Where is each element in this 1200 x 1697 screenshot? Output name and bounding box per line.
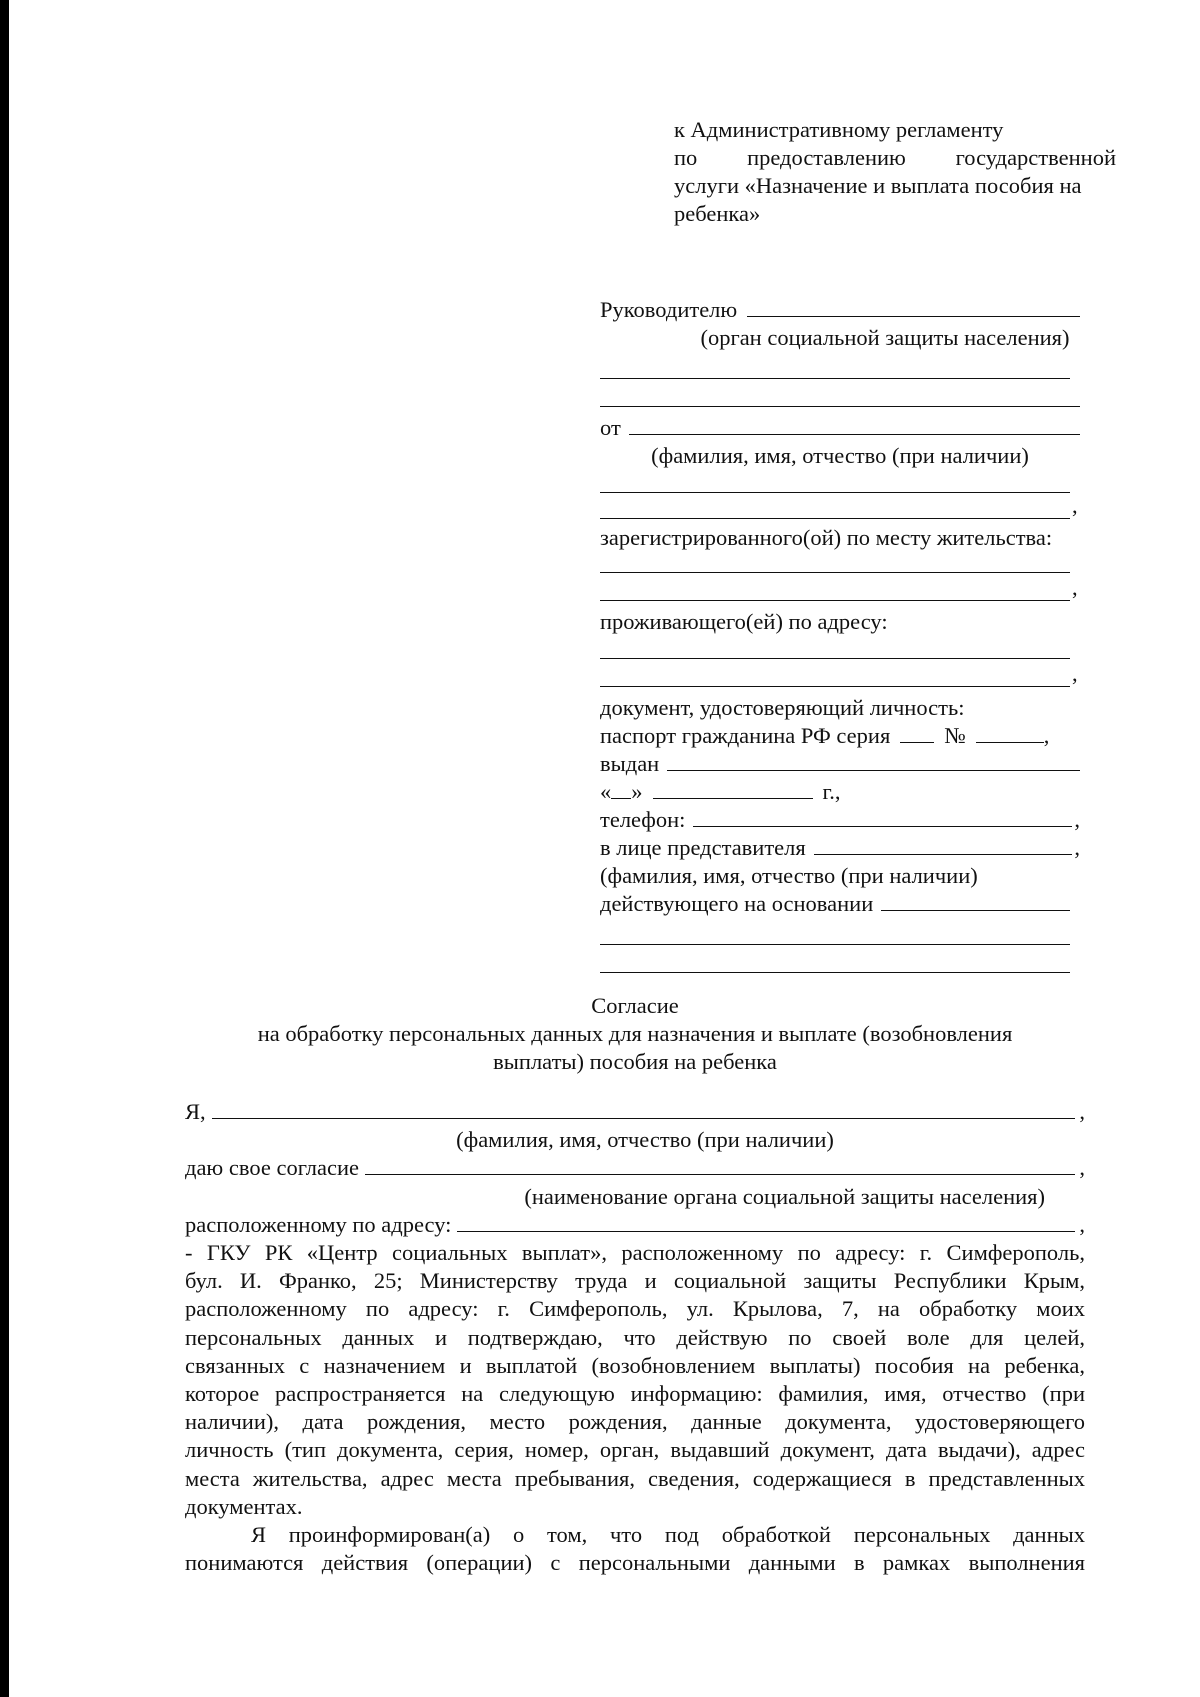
representative-hint: (фамилия, имя, отчество (при наличии) [600, 863, 978, 888]
date-close-quote: » [631, 779, 643, 804]
paragraph-line: бул. И. Франко, 25; Министерству труда и социальной защиты Республики Крым, [185, 1268, 1085, 1294]
scan-edge [0, 0, 9, 1697]
date-day-field[interactable] [611, 778, 631, 799]
i-hint: (фамилия, имя, отчество (при наличии) [456, 1127, 834, 1153]
registered-label: зарегистрированного(ой) по месту жительства: [600, 525, 1053, 550]
residing-label: проживающего(ей) по адресу: [600, 609, 888, 634]
representative-label: в лице представителя [600, 835, 806, 860]
comma: , [1043, 723, 1050, 748]
i-row [185, 1098, 1085, 1126]
basis-row [600, 890, 1070, 918]
from-label: от [600, 415, 621, 440]
comma: , [1074, 835, 1080, 860]
basis-field[interactable] [881, 890, 1070, 911]
phone-label: телефон: [600, 807, 686, 832]
representative-field[interactable] [814, 834, 1073, 855]
comma: , [1072, 493, 1078, 518]
consent-paragraph [185, 1521, 1085, 1577]
passport-series-field[interactable] [900, 722, 934, 743]
paragraph-line: которое распространяется на следующую информацию: фамилия, имя, отчество (при [185, 1381, 1085, 1407]
phone-field[interactable] [693, 806, 1072, 827]
consent-subtitle: выплаты) пособия на ребенка [493, 1049, 777, 1074]
issued-field[interactable] [667, 750, 1080, 771]
give-consent-label: даю свое согласие [185, 1155, 360, 1181]
consent-title: Согласие [591, 993, 679, 1018]
header-word: по [674, 145, 698, 170]
header-line: услуги «Назначение и выплата пособия на [674, 173, 1082, 198]
to-head-field-line[interactable] [600, 406, 1080, 407]
date-year-suffix: г., [822, 779, 841, 804]
applicant-form [600, 296, 1080, 976]
basis-field-line[interactable] [600, 972, 1070, 973]
issued-row [600, 750, 1080, 778]
id-doc-label: документ, удостоверяющий личность: [600, 695, 965, 720]
comma: , [1072, 661, 1078, 686]
authority-hint: (наименование органа социальной защиты населения) [524, 1183, 1045, 1209]
basis-label: действующего на основании [600, 891, 874, 916]
paragraph-line: понимаются действия (операции) с персональными данными в рамках выполнения [185, 1550, 1085, 1576]
residing-field-line[interactable] [600, 658, 1070, 659]
header-word: государственной [955, 145, 1116, 170]
passport-number-field[interactable] [976, 722, 1044, 743]
consent-subtitle: на обработку персональных данных для назначения и выплате (возобновления [257, 1021, 1013, 1046]
representative-row [600, 834, 1080, 862]
paragraph-line: Я проинформирован(а) о том, что под обработкой персональных данных [251, 1522, 1085, 1548]
from-hint: (фамилия, имя, отчество (при наличии) [651, 443, 1029, 468]
appendix-header [674, 116, 1116, 228]
from-field-line[interactable] [600, 518, 1070, 519]
to-head-row [600, 296, 1080, 324]
header-word: предоставлению [747, 145, 906, 170]
authority-address-field[interactable] [457, 1211, 1075, 1232]
comma: , [1072, 575, 1078, 600]
located-row [185, 1211, 1085, 1239]
paragraph-line: документах. [185, 1493, 303, 1519]
i-label: Я, [185, 1099, 206, 1124]
passport-label: паспорт гражданина РФ серия [600, 723, 891, 748]
passport-number-label: № [944, 723, 966, 748]
consent-title-block [185, 992, 1085, 1076]
paragraph-line: наличии), дата рождения, место рождения, данные документа, удостоверяющего [185, 1409, 1085, 1435]
registered-field-line[interactable] [600, 600, 1070, 601]
paragraph-line: - ГКУ РК «Центр социальных выплат», расположенному по адресу: г. Симферополь, [185, 1240, 1085, 1266]
paragraph-line: персональных данных и подтверждаю, что действую по своей воле для целей, [185, 1324, 1085, 1350]
passport-row [600, 722, 1080, 750]
paragraph-line: связанных с назначением и выплатой (возобновлением выплаты) пособия на ребенка, [185, 1352, 1085, 1378]
header-line-justified [674, 144, 1116, 172]
header-line: ребенка» [674, 201, 761, 226]
issued-label: выдан [600, 751, 660, 776]
comma: , [1079, 1211, 1085, 1237]
comma: , [1079, 1099, 1085, 1124]
phone-row [600, 806, 1080, 834]
located-label: расположенному по адресу: [185, 1211, 452, 1237]
from-field-line[interactable] [600, 492, 1070, 493]
header-line: к Административному регламенту [674, 117, 1004, 142]
date-row [600, 778, 1080, 806]
give-consent-row [185, 1154, 1085, 1182]
consent-fields [185, 1098, 1085, 1577]
date-month-field[interactable] [653, 778, 813, 799]
to-head-hint: (орган социальной защиты населения) [700, 325, 1070, 350]
to-head-label: Руководителю [600, 297, 738, 322]
paragraph-line: места жительства, адрес места пребывания, сведения, содержащиеся в представленных [185, 1465, 1085, 1491]
from-row [600, 414, 1080, 442]
full-name-field[interactable] [212, 1098, 1076, 1119]
authority-field[interactable] [365, 1154, 1075, 1175]
consent-paragraph [185, 1239, 1085, 1521]
date-open-quote: « [600, 779, 612, 804]
registered-field-line[interactable] [600, 572, 1070, 573]
paragraph-line: расположенному по адресу: г. Симферополь, ул. Крылова, 7, на обработку моих [185, 1296, 1085, 1322]
basis-field-line[interactable] [600, 944, 1070, 945]
residing-field-line[interactable] [600, 686, 1070, 687]
comma: , [1079, 1155, 1085, 1181]
paragraph-line: личность (тип документа, серия, номер, орган, выдавший документ, дата выдачи), адрес [185, 1437, 1085, 1463]
from-field[interactable] [629, 414, 1080, 435]
to-head-field-line[interactable] [600, 378, 1070, 379]
to-head-field[interactable] [747, 296, 1080, 317]
comma: , [1074, 807, 1080, 832]
